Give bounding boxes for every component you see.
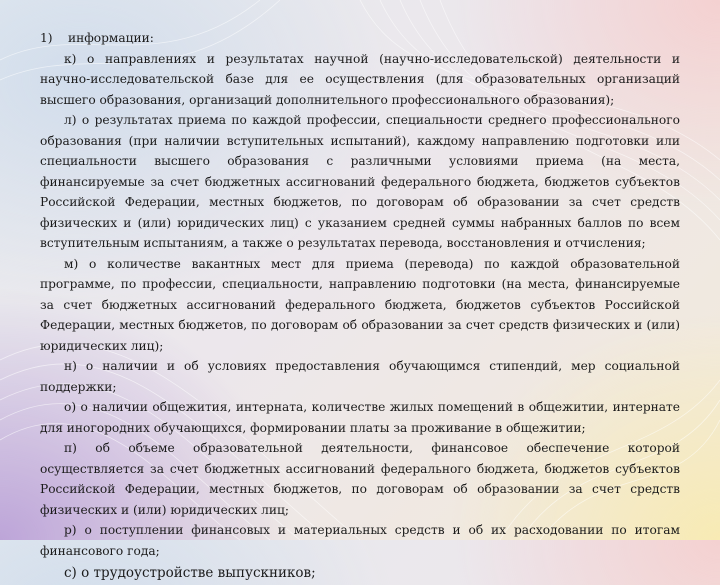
paragraph-k: к) о направлениях и результатах научной (научно-исследовательской) деятельности и научно-исследовательской базе для ее осуществления (для образовательных организаций высшего образования, организаций дополнительного профессионального образования); bbox=[40, 51, 680, 107]
paragraph-s: с) о трудоустройстве выпускников; bbox=[64, 565, 316, 581]
paragraph-o: о) о наличии общежития, интерната, количестве жилых помещений в общежитии, интернате для иногородних обучающихся, формировании платы за проживание в общежитии; bbox=[40, 400, 680, 435]
list-number: 1) bbox=[40, 31, 53, 45]
list-heading bbox=[40, 28, 680, 49]
paragraph-r: р) о поступлении финансовых и материальных средств и об их расходовании по итогам финансового года; bbox=[40, 523, 680, 558]
paragraph-m: м) о количестве вакантных мест для приема (перевода) по каждой образовательной программе, по профессии, специальности, направлению подготовки (на места, финансируемые за счет бюджетных ассигнований федерального бюджета, бюджетов субъектов Российской Федерации, местных бюджетов, по договорам об образовании за счет средств физических и (или) юридических лиц); bbox=[40, 256, 680, 353]
paragraph-l: л) о результатах приема по каждой профессии, специальности среднего профессионального образования (при наличии вступительных испытаний), каждому направлению подготовки или специальности высшего образования с различными условиями приема (на места, финансируемые за счет бюджетных ассигнований федерального бюджета, бюджетов субъектов Российской Федерации, местных бюджетов, по договорам об образовании за счет средств физических и (или) юридических лиц) с указанием средней суммы набранных баллов по всем вступительным испытаниям, а также о результатах перевода, восстановления и отчисления; bbox=[40, 113, 680, 250]
paragraph-p: п) об объеме образовательной деятельности, финансовое обеспечение которой осуществляется за счет бюджетных ассигнований федерального бюджета, бюджетов субъектов Российской Федерации, местных бюджетов, по договорам об образовании за счет средств физических и (или) юридических лиц; bbox=[40, 441, 680, 517]
paragraph-n: н) о наличии и об условиях предоставления обучающимся стипендий, мер социальной поддержки; bbox=[40, 359, 680, 394]
list-heading-text: информации: bbox=[68, 31, 154, 45]
document-body bbox=[40, 28, 680, 581]
